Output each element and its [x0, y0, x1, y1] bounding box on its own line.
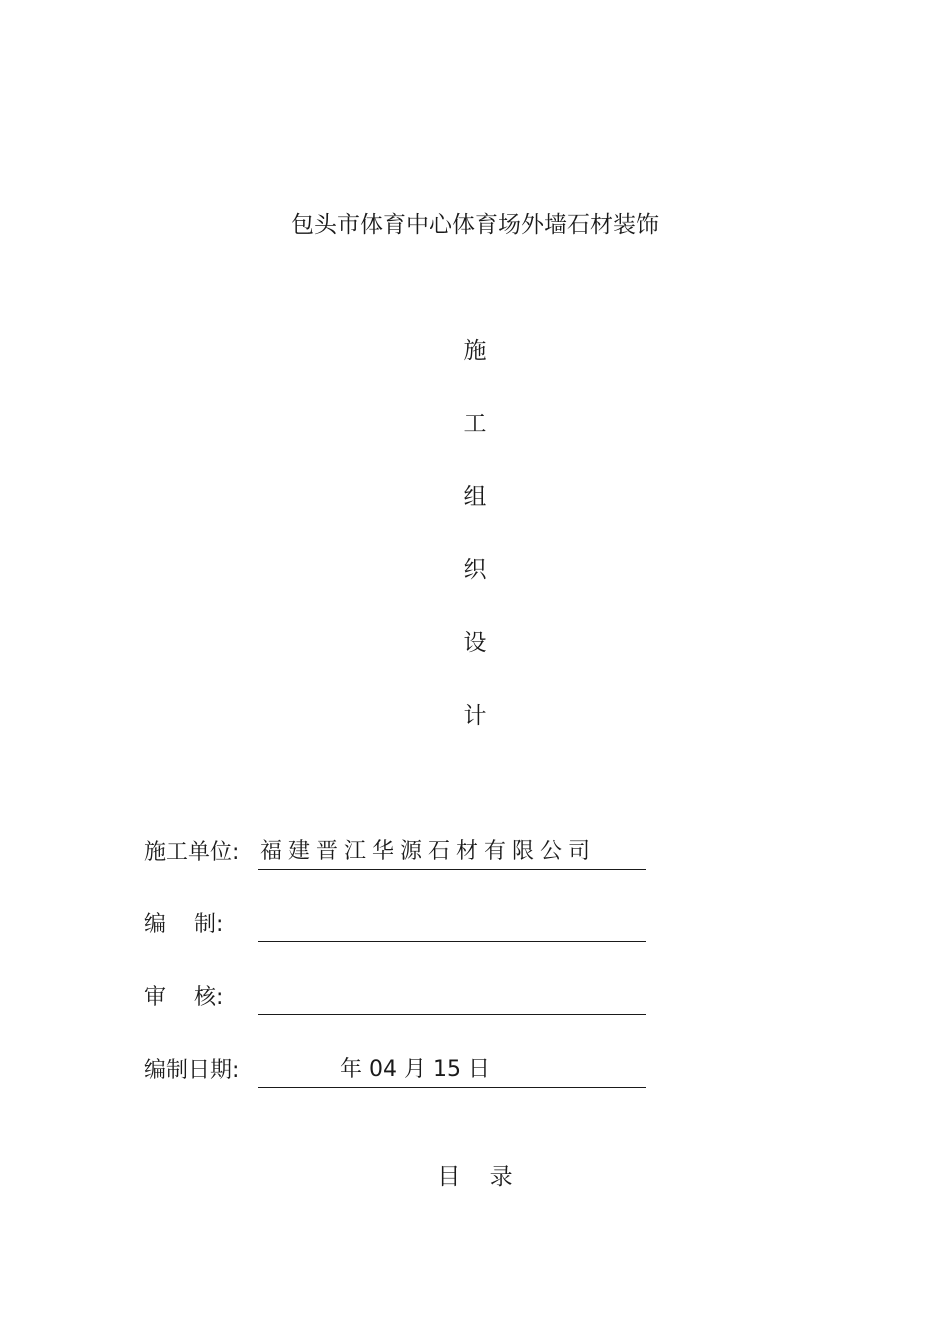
reviewer-label: 审 核:	[144, 985, 224, 1010]
subtitle-char: 设	[463, 630, 487, 656]
subtitle-char: 施	[463, 338, 487, 364]
compiler-field	[258, 903, 646, 942]
construction-unit-label: 施工单位:	[144, 840, 240, 865]
reviewer-row	[144, 975, 664, 1015]
compiler-label: 编 制:	[144, 912, 224, 937]
subtitle-char: 组	[463, 484, 487, 510]
construction-unit-row	[144, 830, 664, 870]
compile-date-value: 年 04 月 15 日	[340, 1057, 490, 1082]
compile-date-label: 编制日期:	[144, 1058, 240, 1083]
subtitle-char: 织	[463, 557, 487, 583]
subtitle-char: 工	[463, 411, 487, 437]
toc-heading: 目 录	[437, 1164, 513, 1190]
compile-date-row	[144, 1048, 664, 1088]
construction-unit-field	[258, 831, 646, 870]
subtitle-char: 计	[463, 703, 487, 729]
construction-unit-value: 福建晋江华源石材有限公司	[260, 839, 597, 864]
reviewer-field	[258, 976, 646, 1015]
document-title: 包头市体育中心体育场外墙石材装饰	[291, 212, 659, 238]
compile-date-field	[258, 1049, 646, 1088]
compiler-row	[144, 902, 664, 942]
